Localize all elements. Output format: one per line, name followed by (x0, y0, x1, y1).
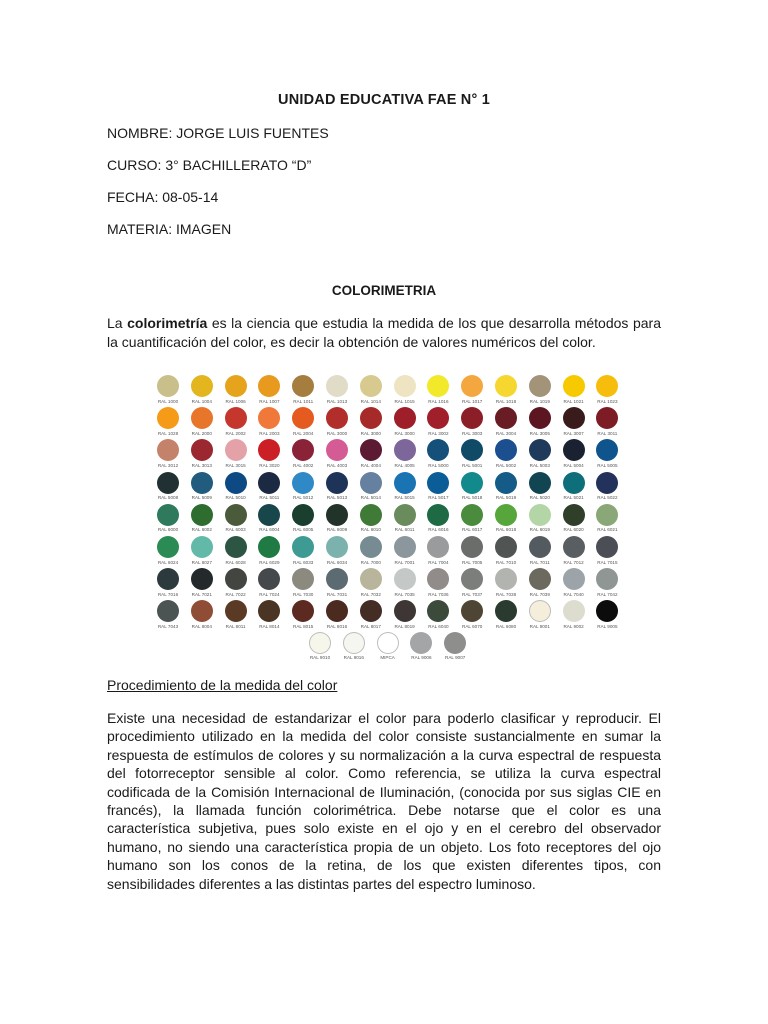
color-swatch (225, 536, 247, 558)
color-swatch (377, 632, 399, 654)
swatch-label: RAL 3005 (529, 430, 550, 436)
color-swatch (529, 600, 551, 622)
color-swatch (258, 375, 280, 397)
color-swatch (427, 536, 449, 558)
swatch-label: RAL 7011 (529, 559, 550, 565)
color-swatch (529, 504, 551, 526)
color-swatch (563, 504, 585, 526)
color-swatch (596, 375, 618, 397)
color-swatch (495, 407, 517, 429)
ral-color-chart (148, 368, 620, 662)
swatch-label: RAL 7038 (495, 591, 517, 597)
swatch-label: RAL 9005 (597, 623, 618, 629)
color-swatch (360, 439, 382, 461)
swatch-label: RAL 6029 (259, 559, 280, 565)
swatch-label: RAL 5019 (495, 495, 517, 501)
swatch-label: RAL 1013 (326, 398, 348, 404)
swatch-label: RAL 4002 (293, 462, 314, 468)
swatch-label: RAL 5011 (259, 495, 280, 501)
swatch-label: RAL 7001 (394, 559, 415, 565)
color-swatch (157, 407, 179, 429)
color-swatch (563, 375, 585, 397)
swatch-label: RAL 1018 (495, 398, 517, 404)
color-swatch (444, 632, 466, 654)
color-swatch (258, 504, 280, 526)
swatch-label: RAL 3000 (394, 430, 415, 436)
swatch-label: RAL 3000 (360, 430, 381, 436)
swatch-label: RAL 6018 (495, 527, 517, 533)
swatch-label: RAL 3004 (495, 430, 517, 436)
swatch-label: RAL 7035 (394, 591, 415, 597)
color-swatch (563, 600, 585, 622)
color-swatch (360, 472, 382, 494)
swatch-label: RAL 6070 (462, 623, 483, 629)
swatch-label: RAL 7040 (563, 591, 584, 597)
swatch-label: RAL 5004 (563, 462, 584, 468)
color-swatch (596, 407, 618, 429)
swatch-label: RAL 1007 (259, 398, 280, 404)
color-swatch (563, 407, 585, 429)
color-swatch (258, 439, 280, 461)
swatch-label: RAL 9010 (309, 655, 331, 661)
swatch-label: RAL 6000 (157, 527, 179, 533)
color-swatch (191, 472, 213, 494)
color-swatch (191, 600, 213, 622)
swatch-label: RAL 5001 (462, 462, 483, 468)
swatch-label: RAL 2003 (259, 430, 280, 436)
color-swatch (191, 504, 213, 526)
swatch-label: RAL 8017 (360, 623, 381, 629)
color-swatch (495, 568, 517, 590)
color-swatch (258, 536, 280, 558)
color-swatch (292, 568, 314, 590)
color-swatch (461, 568, 483, 590)
swatch-label: RAL 7042 (597, 591, 618, 597)
swatch-label: RAL 5018 (462, 495, 483, 501)
color-swatch (225, 600, 247, 622)
swatch-label: RAL 9007 (445, 655, 466, 661)
swatch-label: RAL 1016 (428, 398, 449, 404)
swatch-label: RAL 5013 (326, 495, 348, 501)
swatch-label: RAL 6011 (394, 527, 415, 533)
swatch-label: RAL 7024 (259, 591, 280, 597)
swatch-label: RAL 7043 (157, 623, 179, 629)
swatch-label: RAL 6040 (428, 623, 449, 629)
swatch-label: RAL 7012 (563, 559, 584, 565)
swatch-label: RAL 5000 (428, 462, 449, 468)
swatch-label: RAL 7031 (326, 591, 348, 597)
color-swatch (461, 504, 483, 526)
color-swatch (292, 407, 314, 429)
swatch-label: RAL 6028 (225, 559, 246, 565)
swatch-label: RAL 6004 (259, 527, 280, 533)
swatch-label: RAL 1011 (293, 398, 314, 404)
color-swatch (225, 375, 247, 397)
color-swatch (191, 407, 213, 429)
swatch-label: RAL 3007 (563, 430, 584, 436)
swatch-label: RAL 3003 (462, 430, 483, 436)
swatch-label: RAL 5005 (597, 462, 618, 468)
info-name: NOMBRE: JORGE LUIS FUENTES (107, 125, 329, 141)
color-swatch (529, 375, 551, 397)
color-swatch (563, 472, 585, 494)
color-swatch (495, 600, 517, 622)
swatch-label: RAL 6010 (360, 527, 381, 533)
color-swatch (529, 439, 551, 461)
color-swatch (225, 504, 247, 526)
swatch-label: RAL 2004 (293, 430, 314, 436)
color-swatch (157, 439, 179, 461)
swatch-label: RAL 5022 (597, 495, 618, 501)
swatch-label: RAL 1017 (462, 398, 483, 404)
color-swatch (529, 536, 551, 558)
color-swatch (495, 472, 517, 494)
swatch-label: RAL 6003 (225, 527, 246, 533)
color-swatch (427, 568, 449, 590)
swatch-label: RAL 7037 (462, 591, 483, 597)
swatch-label: RAL 5009 (191, 495, 212, 501)
color-swatch (427, 600, 449, 622)
color-swatch (495, 504, 517, 526)
school-title: UNIDAD EDUCATIVA FAE N° 1 (278, 92, 490, 108)
swatch-label: RAL 1006 (225, 398, 246, 404)
swatch-label: RAL 3011 (597, 430, 618, 436)
color-swatch (427, 375, 449, 397)
color-swatch (292, 439, 314, 461)
swatch-label: RAL 4004 (360, 462, 381, 468)
swatch-label: RAL 9002 (563, 623, 584, 629)
color-swatch (343, 632, 365, 654)
swatch-label: RAL 8014 (259, 623, 280, 629)
color-swatch (157, 600, 179, 622)
swatch-label: RAL 5021 (563, 495, 584, 501)
color-swatch (427, 439, 449, 461)
swatch-label: RAL 7004 (428, 559, 449, 565)
color-swatch (360, 536, 382, 558)
color-swatch (326, 568, 348, 590)
color-swatch (394, 568, 416, 590)
swatch-label: RAL 8015 (293, 623, 314, 629)
swatch-label: RAL 4003 (326, 462, 348, 468)
swatch-label: RAL 5002 (495, 462, 517, 468)
color-swatch (394, 407, 416, 429)
color-swatch (225, 439, 247, 461)
swatch-label: RAL 2002 (225, 430, 246, 436)
color-swatch (596, 536, 618, 558)
swatch-label: RAL 6017 (462, 527, 483, 533)
color-swatch (191, 568, 213, 590)
swatch-label: RAL 7010 (495, 559, 517, 565)
color-swatch (258, 407, 280, 429)
swatch-label: RAL 8019 (394, 623, 415, 629)
color-swatch (157, 536, 179, 558)
swatch-label: RAL 6021 (597, 527, 618, 533)
color-swatch (529, 407, 551, 429)
color-swatch (191, 536, 213, 558)
swatch-label: MIPCA (380, 655, 395, 661)
swatch-label: RAL 7000 (360, 559, 381, 565)
swatch-label: RAL 5017 (428, 495, 449, 501)
info-subject: MATERIA: IMAGEN (107, 221, 232, 237)
swatch-label: RAL 9001 (529, 623, 550, 629)
color-swatch (157, 472, 179, 494)
color-swatch (326, 504, 348, 526)
swatch-label: RAL 1019 (529, 398, 550, 404)
color-swatch (596, 600, 618, 622)
color-swatch (495, 375, 517, 397)
swatch-label: RAL 1028 (157, 430, 179, 436)
swatch-label: RAL 5012 (293, 495, 314, 501)
swatch-label: RAL 6020 (563, 527, 584, 533)
color-swatch (563, 568, 585, 590)
intro-term: colorimetría (127, 315, 208, 331)
color-swatch (529, 568, 551, 590)
color-swatch (326, 439, 348, 461)
color-swatch (360, 407, 382, 429)
color-swatch (326, 407, 348, 429)
color-swatch (157, 375, 179, 397)
color-swatch (326, 600, 348, 622)
swatch-label: RAL 6080 (495, 623, 517, 629)
color-swatch (292, 375, 314, 397)
color-swatch (225, 568, 247, 590)
swatch-label: RAL 3015 (225, 462, 246, 468)
color-swatch (360, 504, 382, 526)
color-swatch (461, 439, 483, 461)
swatch-label: RAL 3013 (191, 462, 212, 468)
swatch-label: RAL 1004 (191, 398, 212, 404)
section-title: COLORIMETRIA (331, 283, 437, 298)
color-swatch (394, 504, 416, 526)
color-swatch (461, 600, 483, 622)
color-swatch (596, 568, 618, 590)
swatch-label: RAL 7005 (462, 559, 483, 565)
swatch-label: RAL 4005 (394, 462, 415, 468)
color-swatch (258, 472, 280, 494)
subheading: Procedimiento de la medida del color (107, 677, 338, 693)
swatch-label: RAL 5015 (394, 495, 415, 501)
color-swatch (596, 472, 618, 494)
info-date: FECHA: 08-05-14 (107, 189, 219, 205)
swatch-label: RAL 6034 (326, 559, 348, 565)
body-paragraph: Existe una necesidad de estandarizar el color para poderlo clasificar y reproducir. El procedimiento utilizado en la medida del color consiste sustancialmente en sumar la respuesta de estímulos de colores y su normalización a la curva espectral de respuesta del fotorreceptor sensible al color. Como referencia, se utiliza la curva espectral codificada de la Comisión Internacional de Iluminación, (conocida por sus siglas CIE en francés), la llamada función colorimétrica. Debe notarse que el color es una característica subjetiva, pues solo existe en el ojo y en el cerebro del observador humano, no siendo una característica propia de un objeto. Los foto receptores del ojo humano son los conos de la retina, de los que existen diferentes tipos, con sensibilidades diferentes a las distintas partes del espectro luminoso. (107, 710, 661, 892)
swatch-label: RAL 7021 (191, 591, 212, 597)
swatch-label: RAL 5010 (225, 495, 246, 501)
color-swatch (326, 472, 348, 494)
color-swatch (394, 600, 416, 622)
swatch-label: RAL 5020 (529, 495, 550, 501)
swatch-label: RAL 1023 (597, 398, 618, 404)
color-swatch (326, 536, 348, 558)
color-swatch (292, 600, 314, 622)
color-swatch (191, 439, 213, 461)
color-swatch (309, 632, 331, 654)
swatch-label: RAL 6002 (191, 527, 212, 533)
color-swatch (360, 375, 382, 397)
swatch-label: RAL 7030 (293, 591, 314, 597)
color-swatch (495, 439, 517, 461)
intro-lead: La (107, 315, 128, 331)
color-swatch (427, 504, 449, 526)
swatch-label: RAL 8016 (326, 623, 348, 629)
color-swatch (394, 439, 416, 461)
color-swatch (461, 407, 483, 429)
swatch-label: RAL 3002 (428, 430, 449, 436)
color-swatch (326, 375, 348, 397)
swatch-label: RAL 6019 (529, 527, 550, 533)
color-swatch (258, 568, 280, 590)
swatch-label: RAL 6027 (191, 559, 212, 565)
swatch-label: RAL 2000 (191, 430, 212, 436)
color-swatch (225, 472, 247, 494)
color-swatch (596, 504, 618, 526)
color-swatch (292, 504, 314, 526)
swatch-label: RAL 1014 (360, 398, 381, 404)
color-swatch (191, 375, 213, 397)
swatch-label: RAL 8011 (225, 623, 246, 629)
swatch-label: RAL 7036 (428, 591, 449, 597)
swatch-label: RAL 7015 (597, 559, 618, 565)
color-swatch (157, 568, 179, 590)
swatch-label: RAL 6009 (326, 527, 348, 533)
color-swatch (360, 568, 382, 590)
color-swatch (495, 536, 517, 558)
swatch-label: RAL 8004 (191, 623, 212, 629)
color-swatch (563, 536, 585, 558)
swatch-label: RAL 6016 (428, 527, 449, 533)
info-course: CURSO: 3° BACHILLERATO “D” (107, 157, 312, 173)
swatch-label: RAL 6005 (293, 527, 314, 533)
color-swatch (292, 472, 314, 494)
swatch-label: RAL 5008 (157, 495, 179, 501)
intro-rest: es la ciencia que estudia la medida de los que desarrolla métodos para la cuantificación del color, es decir la obtención de valores numéricos del color. (107, 315, 661, 350)
color-swatch (596, 439, 618, 461)
color-swatch (394, 536, 416, 558)
swatch-label: RAL 7032 (360, 591, 381, 597)
color-swatch (461, 375, 483, 397)
swatch-label: RAL 1021 (563, 398, 584, 404)
color-swatch (394, 375, 416, 397)
color-swatch (529, 472, 551, 494)
swatch-label: RAL 9016 (343, 655, 364, 661)
swatch-label: RAL 3000 (326, 430, 348, 436)
color-swatch (157, 504, 179, 526)
color-swatch (427, 407, 449, 429)
color-swatch (394, 472, 416, 494)
color-swatch (461, 472, 483, 494)
color-swatch (225, 407, 247, 429)
color-swatch (563, 439, 585, 461)
color-swatch (292, 536, 314, 558)
color-swatch (427, 472, 449, 494)
swatch-label: RAL 1000 (157, 398, 179, 404)
swatch-label: RAL 6024 (157, 559, 179, 565)
swatch-label: RAL 1015 (394, 398, 415, 404)
color-swatch (461, 536, 483, 558)
color-swatch (258, 600, 280, 622)
swatch-label: RAL 3020 (259, 462, 280, 468)
color-swatch (360, 600, 382, 622)
color-swatch (410, 632, 432, 654)
swatch-label: RAL 3012 (157, 462, 179, 468)
intro-paragraph (107, 314, 661, 352)
swatch-label: RAL 7039 (529, 591, 550, 597)
swatch-label: RAL 6033 (293, 559, 314, 565)
swatch-label: RAL 7016 (157, 591, 179, 597)
swatch-label: RAL 9006 (411, 655, 432, 661)
swatch-label: RAL 7022 (225, 591, 246, 597)
swatch-label: RAL 5003 (529, 462, 550, 468)
swatch-label: RAL 5014 (360, 495, 381, 501)
